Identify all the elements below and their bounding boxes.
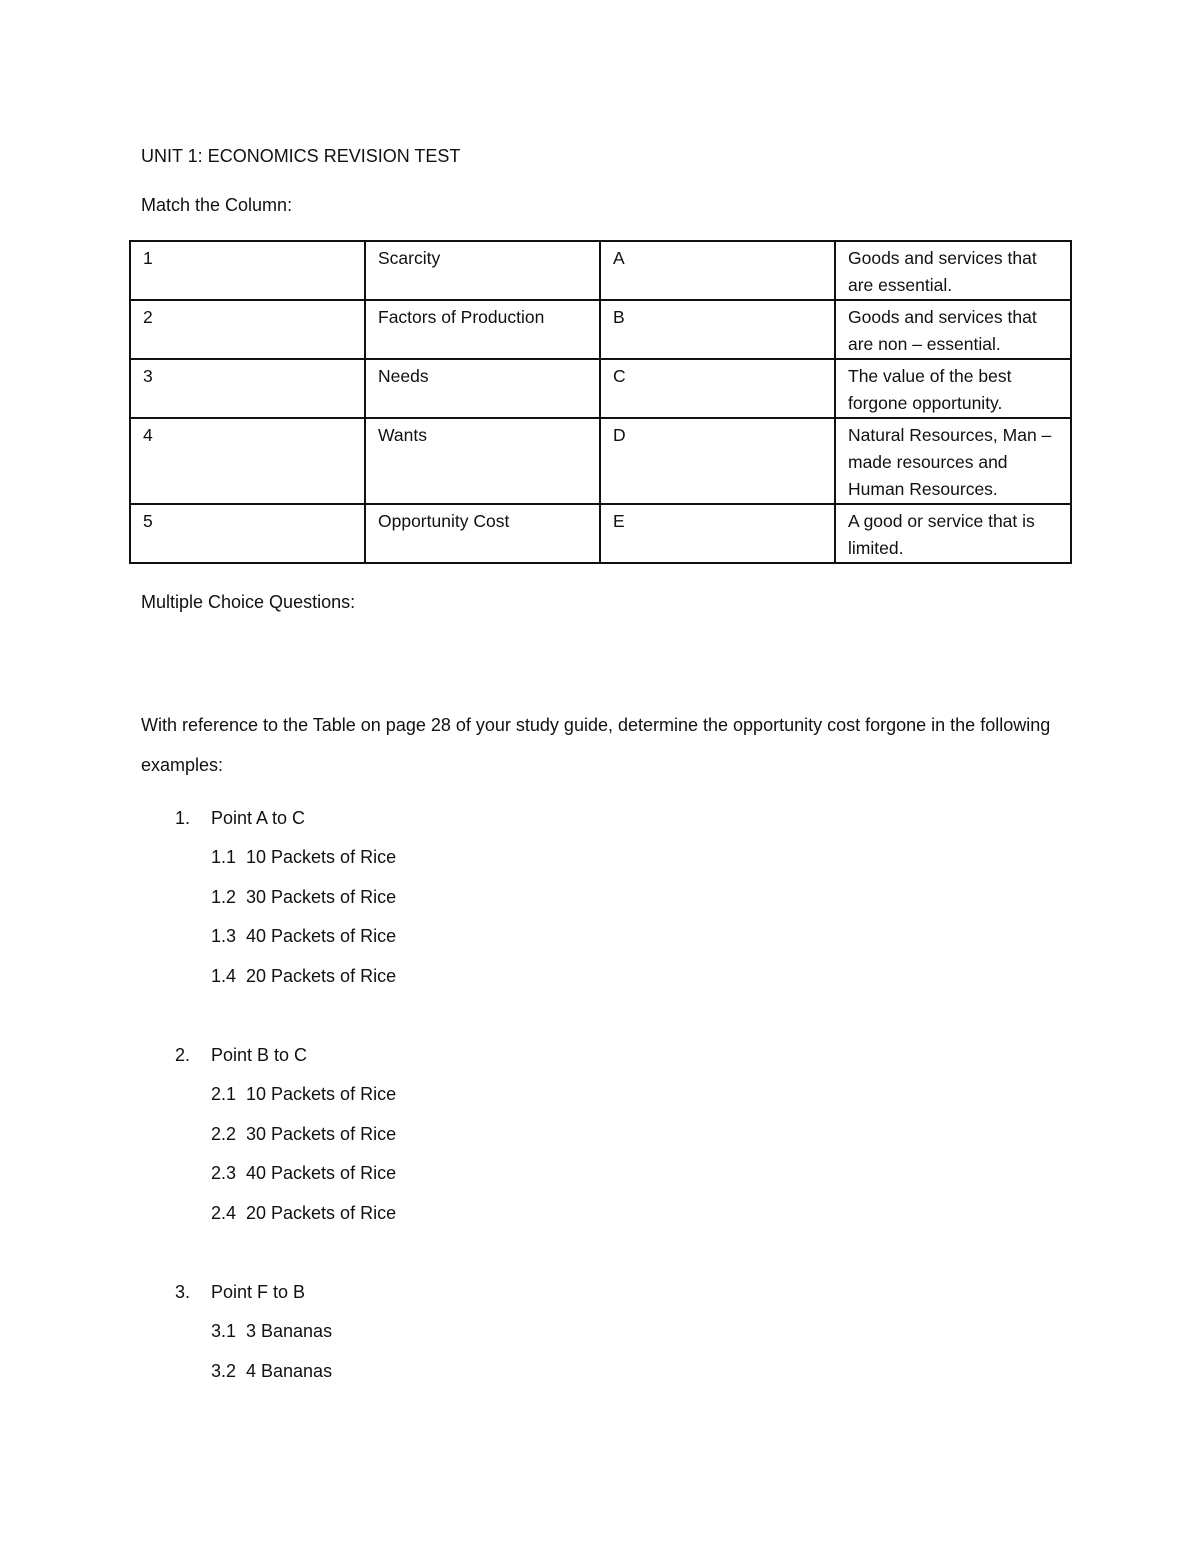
option-number: 2.1 [211, 1084, 237, 1104]
answer-option [211, 1319, 332, 1343]
mcq-section-heading: Multiple Choice Questions: [141, 592, 356, 612]
table-cell-letter: B [600, 300, 835, 359]
answer-option [211, 1161, 396, 1185]
question-text: Point B to C [211, 1045, 308, 1065]
option-text: 30 Packets of Rice [246, 887, 397, 907]
match-the-column-table [129, 240, 1072, 564]
option-text: 10 Packets of Rice [246, 1084, 397, 1104]
table-cell-letter: D [600, 418, 835, 504]
table-row [130, 241, 1071, 300]
table-cell-number: 5 [130, 504, 365, 563]
table-cell-term: Scarcity [365, 241, 600, 300]
option-number: 1.4 [211, 966, 237, 986]
answer-option [211, 845, 396, 869]
match-section-heading: Match the Column: [141, 195, 293, 215]
option-text: 40 Packets of Rice [246, 1163, 397, 1183]
answer-option [211, 1122, 396, 1146]
question-item [175, 1280, 305, 1304]
table-row [130, 359, 1071, 418]
table-row [130, 300, 1071, 359]
table-cell-term: Needs [365, 359, 600, 418]
question-number: 3. [175, 1282, 191, 1302]
table-cell-number: 2 [130, 300, 365, 359]
table-cell-letter: A [600, 241, 835, 300]
option-number: 2.4 [211, 1203, 237, 1223]
table-cell-definition: Goods and services that are non – essential. [835, 300, 1071, 359]
table-row [130, 418, 1071, 504]
table-cell-term: Factors of Production [365, 300, 600, 359]
question-number: 1. [175, 808, 191, 828]
option-number: 2.2 [211, 1124, 237, 1144]
question-text: Point F to B [211, 1282, 306, 1302]
option-number: 1.3 [211, 926, 237, 946]
option-number: 1.1 [211, 847, 237, 867]
table-cell-number: 4 [130, 418, 365, 504]
answer-option [211, 1082, 396, 1106]
table-cell-definition: Natural Resources, Man – made resources and Human Resources. [835, 418, 1071, 504]
option-text: 3 Bananas [246, 1321, 333, 1341]
question-number: 2. [175, 1045, 191, 1065]
option-text: 40 Packets of Rice [246, 926, 397, 946]
answer-option [211, 1201, 396, 1225]
table-cell-term: Opportunity Cost [365, 504, 600, 563]
option-number: 3.2 [211, 1361, 237, 1381]
answer-option [211, 964, 396, 988]
answer-option [211, 885, 396, 909]
table-cell-definition: The value of the best forgone opportunity. [835, 359, 1071, 418]
instruction-paragraph: With reference to the Table on page 28 of your study guide, determine the opportunity cost forgone in the following examples: [141, 715, 1051, 775]
question-text: Point A to C [211, 808, 306, 828]
table-cell-definition: A good or service that is limited. [835, 504, 1071, 563]
option-text: 30 Packets of Rice [246, 1124, 397, 1144]
table-cell-letter: C [600, 359, 835, 418]
document-title: UNIT 1: ECONOMICS REVISION TEST [141, 146, 461, 166]
table-row [130, 504, 1071, 563]
option-text: 10 Packets of Rice [246, 847, 397, 867]
option-number: 1.2 [211, 887, 237, 907]
table-cell-letter: E [600, 504, 835, 563]
option-number: 3.1 [211, 1321, 237, 1341]
table-cell-definition: Goods and services that are essential. [835, 241, 1071, 300]
option-text: 20 Packets of Rice [246, 966, 397, 986]
answer-option [211, 924, 396, 948]
option-number: 2.3 [211, 1163, 237, 1183]
table-cell-term: Wants [365, 418, 600, 504]
answer-option [211, 1359, 332, 1383]
table-cell-number: 3 [130, 359, 365, 418]
table-cell-number: 1 [130, 241, 365, 300]
question-item [175, 806, 305, 830]
question-item [175, 1043, 307, 1067]
option-text: 4 Bananas [246, 1361, 333, 1381]
option-text: 20 Packets of Rice [246, 1203, 397, 1223]
